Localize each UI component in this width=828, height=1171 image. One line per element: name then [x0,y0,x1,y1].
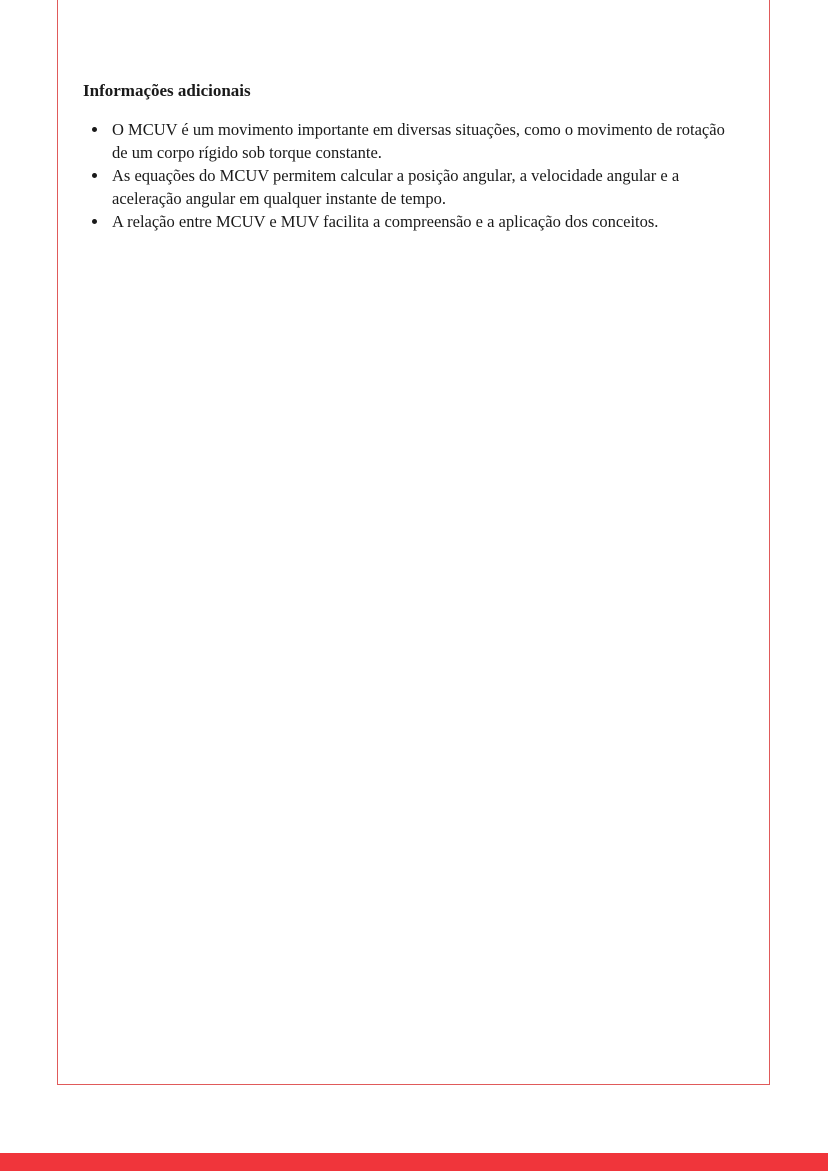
list-item-text: O MCUV é um movimento importante em diversas situações, como o movimento de rotação de um corpo rígido sob torque constante. [112,120,725,162]
list-item [83,118,733,164]
bullet-dot-icon [92,219,97,224]
footer-accent-bar [0,1153,828,1171]
section-heading: Informações adicionais [83,81,251,100]
bullet-dot-icon [92,127,97,132]
bullet-dot-icon [92,173,97,178]
list-item-text: A relação entre MCUV e MUV facilita a compreensão e a aplicação dos conceitos. [112,212,659,231]
list-item [83,164,733,210]
info-bullet-list [83,118,733,233]
list-item [83,210,733,233]
document-content [83,80,733,233]
list-item-text: As equações do MCUV permitem calcular a posição angular, a velocidade angular e a aceleração angular em qualquer instante de tempo. [112,166,680,208]
